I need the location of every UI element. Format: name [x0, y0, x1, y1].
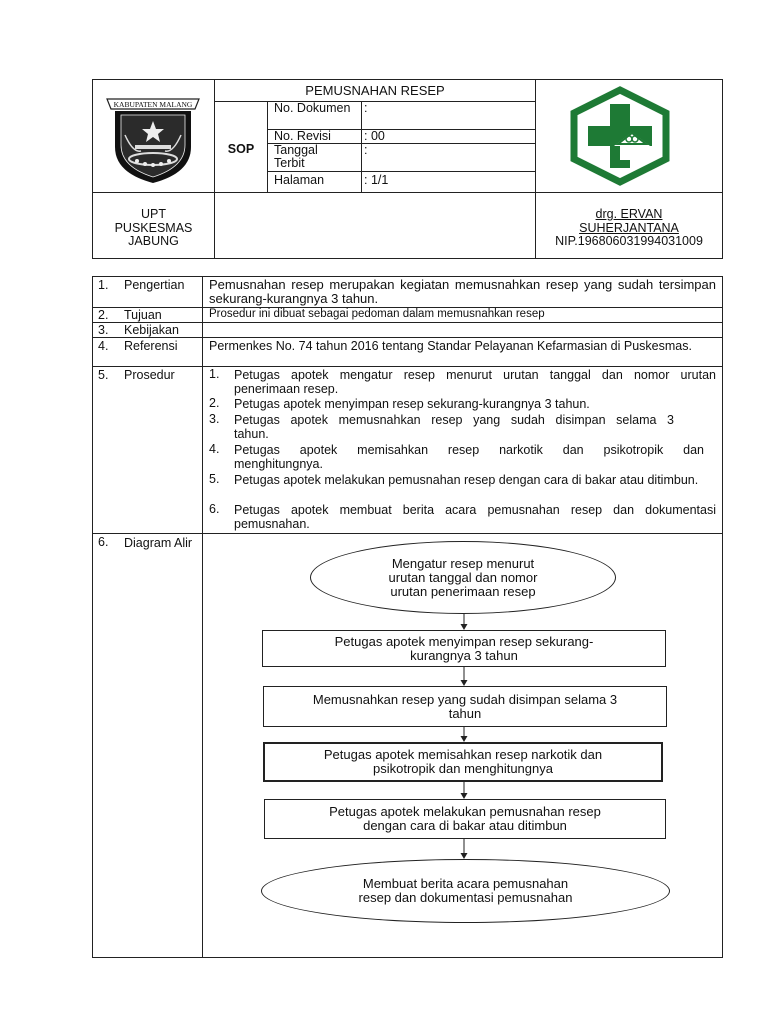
prosedur-step: Petugas apotek membuat berita acara pemusnahan resep dan dokumentasi pemusnahan. — [234, 503, 716, 531]
flow-step-box: Memusnahkan resep yang sudah disimpan selama 3 tahun — [263, 686, 667, 727]
section-6-num: 6. — [98, 535, 109, 549]
flow-start-ellipse: Mengatur resep menurut urutan tanggal dan nomor urutan penerimaan resep — [310, 541, 616, 614]
flow-arrow — [459, 727, 469, 742]
section-1-label: Pengertian — [124, 278, 185, 292]
section-4-num: 4. — [98, 339, 109, 353]
flow-arrow — [459, 839, 469, 859]
flow-arrow — [459, 667, 469, 686]
signatory-block — [536, 208, 722, 249]
prosedur-step: Petugas apotek mengatur resep menurut urutan tanggal dan nomor urutan penerimaan resep. — [234, 368, 716, 396]
signatory-name-line-2: SUHERJANTANA — [579, 220, 679, 235]
section-4-label: Referensi — [124, 339, 178, 353]
referensi-text: Permenkes No. 74 tahun 2016 tentang Standar Pelayanan Kefarmasian di Puskesmas. — [209, 339, 692, 353]
tujuan-text: Prosedur ini dibuat sebagai pedoman dalam memusnahkan resep — [209, 308, 545, 320]
flow-step-box: Petugas apotek melakukan pemusnahan resep dengan cara di bakar atau ditimbun — [264, 799, 666, 839]
pengertian-text: Pemusnahan resep merupakan kegiatan memusnahkan resep yang sudah tersimpan sekurang-kurangnya 3 tahun. — [209, 277, 716, 306]
section-2-num: 2. — [98, 308, 109, 322]
unit-name: UPT PUSKESMAS JABUNG — [114, 207, 193, 248]
prosedur-step: Petugas apotek memusnahkan resep yang sudah disimpan selama 3 tahun. — [234, 413, 674, 441]
flow-end-ellipse: Membuat berita acara pemusnahan resep dan dokumentasi pemusnahan — [261, 859, 670, 923]
document-title: PEMUSNAHAN RESEP — [305, 83, 445, 98]
meta-label-no-revisi: No. Revisi — [274, 129, 331, 143]
flow-arrow — [459, 782, 469, 799]
prosedur-step: Petugas apotek melakukan pemusnahan resep dengan cara di bakar atau ditimbun. — [234, 473, 699, 487]
prosedur-step: Petugas apotek memisahkan resep narkotik dan psikotropik dan menghitungnya. — [234, 443, 704, 471]
signatory-name-line-1: drg. ERVAN — [595, 207, 663, 221]
kabupaten-malang-logo — [105, 95, 201, 185]
puskesmas-logo — [566, 86, 674, 186]
meta-label-no-dokumen: No. Dokumen — [274, 101, 351, 115]
meta-label-halaman: Halaman — [274, 173, 325, 187]
prosedur-step: Petugas apotek menyimpan resep sekurang-kurangnya 3 tahun. — [234, 397, 590, 411]
section-3-label: Kebijakan — [124, 323, 179, 337]
meta-label-tanggal-terbit: Tanggal Terbit — [274, 143, 318, 170]
section-5-num: 5. — [98, 368, 109, 382]
section-6-label: Diagram Alir — [124, 536, 193, 550]
section-5-label: Prosedur — [124, 368, 175, 382]
meta-value-halaman: : 1/1 — [364, 173, 389, 187]
flow-arrow — [459, 614, 469, 630]
meta-value-no-revisi: : 00 — [364, 129, 385, 143]
signatory-nip: NIP.196806031994031009 — [555, 234, 703, 248]
meta-value-no-dokumen: : — [364, 101, 368, 115]
section-2-label: Tujuan — [124, 308, 162, 322]
section-1-num: 1. — [98, 278, 109, 292]
flow-step-box: Petugas apotek menyimpan resep sekurang- kurangnya 3 tahun — [262, 630, 666, 667]
sop-label: SOP — [227, 142, 255, 156]
section-3-num: 3. — [98, 323, 109, 337]
logo-text: KABUPATEN MALANG — [113, 100, 193, 109]
meta-value-tanggal-terbit: : — [364, 143, 368, 157]
flow-step-box: Petugas apotek memisahkan resep narkotik dan psikotropik dan menghitungnya — [263, 742, 663, 782]
